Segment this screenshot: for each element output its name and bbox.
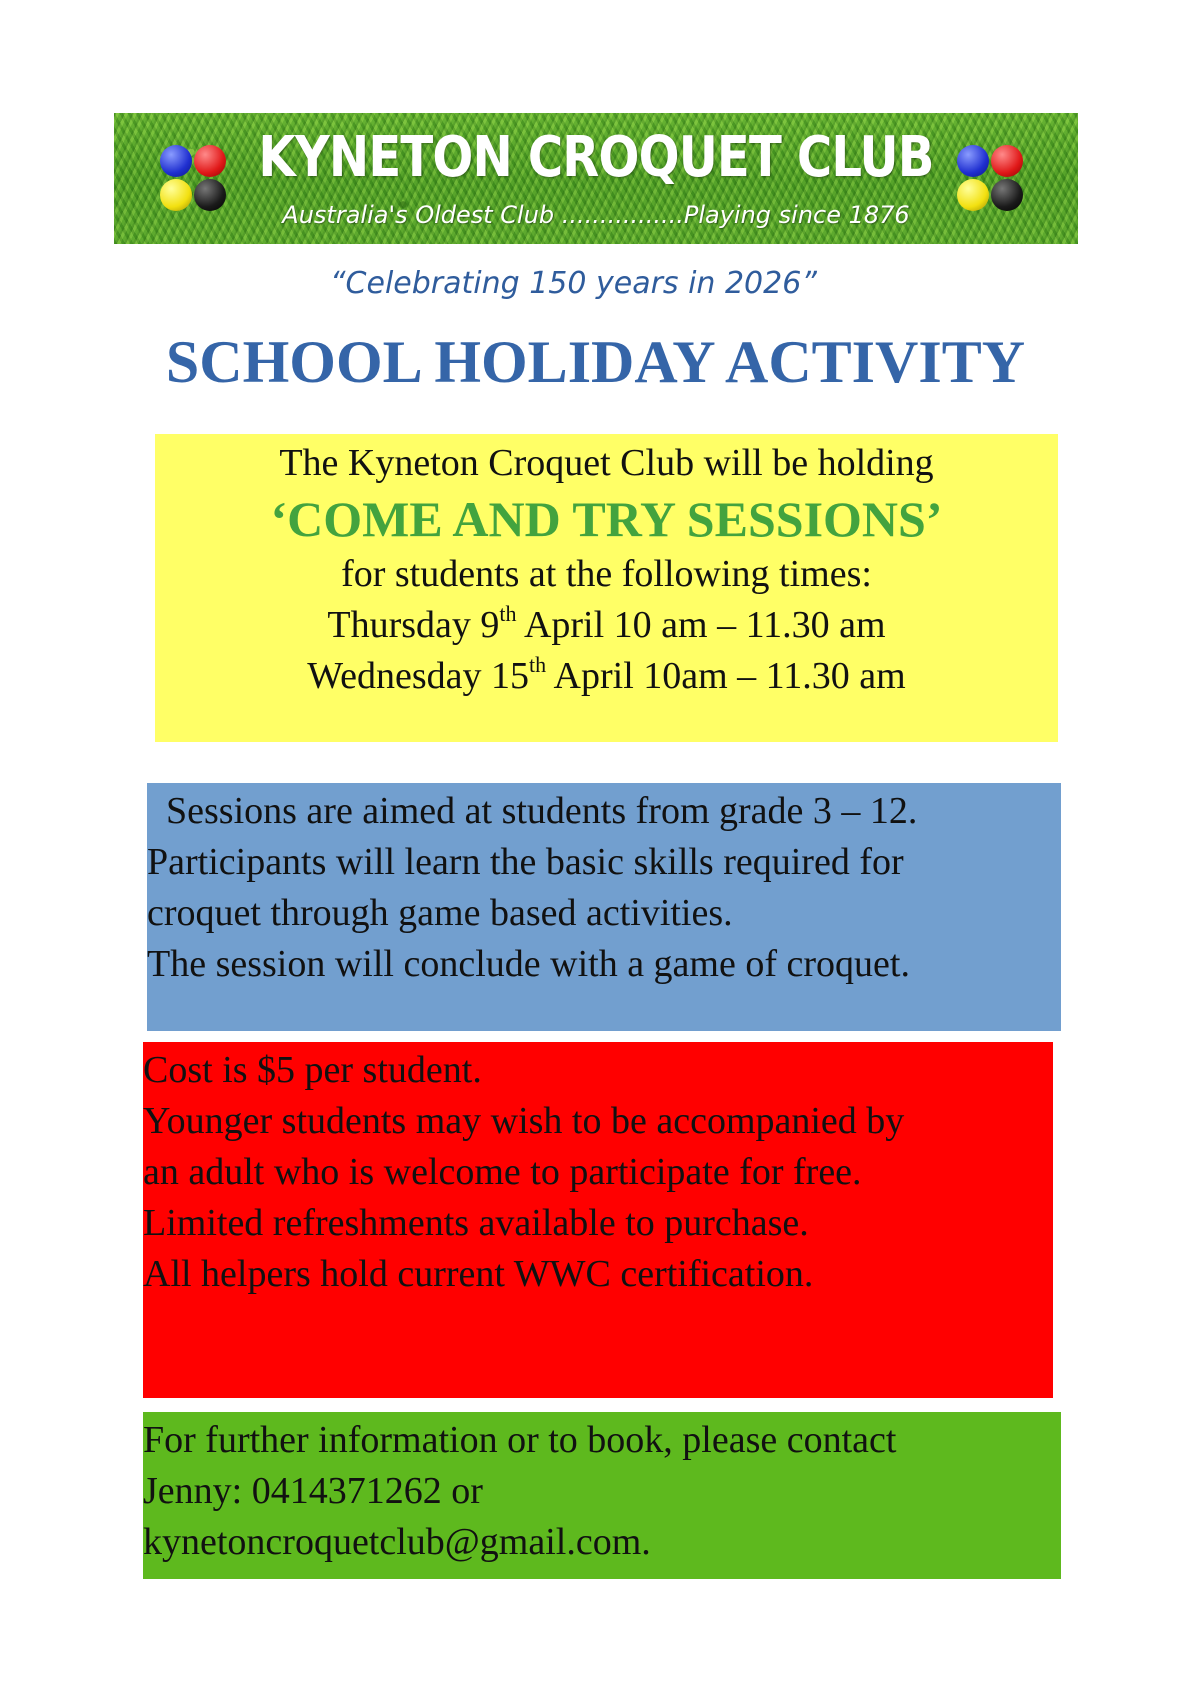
cost-box [143, 1042, 1053, 1398]
session-2-day: Wednesday 15 [307, 655, 530, 697]
session-1-time: April 10 am – 11.30 am [516, 604, 886, 646]
club-tagline: Australia's Oldest Club ................Playing since 1876 [282, 201, 910, 229]
yellow-ball-icon [957, 179, 989, 211]
contact-phone: Jenny: 0414371262 or [143, 1470, 483, 1512]
cost-line: All helpers hold current WWC certification. [143, 1253, 814, 1295]
info-line: croquet through game based activities. [147, 892, 733, 934]
contact-line: For further information or to book, please contact [143, 1419, 897, 1461]
red-ball-icon [991, 145, 1023, 177]
session-time-1 [155, 600, 1058, 651]
cost-line: Limited refreshments available to purchase. [143, 1202, 809, 1244]
session-1-ordinal: th [499, 601, 517, 626]
club-banner [114, 113, 1078, 244]
black-ball-icon [991, 179, 1023, 211]
croquet-balls-icon [957, 145, 1025, 213]
session-time-2 [155, 651, 1058, 702]
info-line: The session will conclude with a game of croquet. [147, 943, 910, 985]
session-1-day: Thursday 9 [327, 604, 500, 646]
celebration-subtitle: “Celebrating 150 years in 2026” [330, 266, 817, 301]
sessions-highlight: ‘COME AND TRY SESSIONS’ [270, 491, 943, 547]
cost-line: Younger students may wish to be accompanied by [143, 1100, 905, 1142]
info-line: Participants will learn the basic skills required for [147, 841, 904, 883]
sessions-intro: The Kyneton Croquet Club will be holding [279, 442, 934, 484]
club-name: KYNETON CROQUET CLUB [258, 125, 934, 190]
contact-email: kynetoncroquetclub@gmail.com. [143, 1521, 651, 1563]
page-title: SCHOOL HOLIDAY ACTIVITY [165, 329, 1026, 395]
blue-ball-icon [957, 145, 989, 177]
info-box [147, 783, 1061, 1031]
cost-line: Cost is $5 per student. [143, 1049, 482, 1091]
sessions-box [155, 434, 1058, 742]
session-2-time: April 10am – 11.30 am [546, 655, 906, 697]
sessions-lead: for students at the following times: [341, 553, 872, 595]
contact-box [143, 1412, 1061, 1579]
info-line: Sessions are aimed at students from grade 3 – 12. [147, 790, 918, 832]
cost-line: an adult who is welcome to participate for free. [143, 1151, 862, 1193]
session-2-ordinal: th [529, 652, 547, 677]
